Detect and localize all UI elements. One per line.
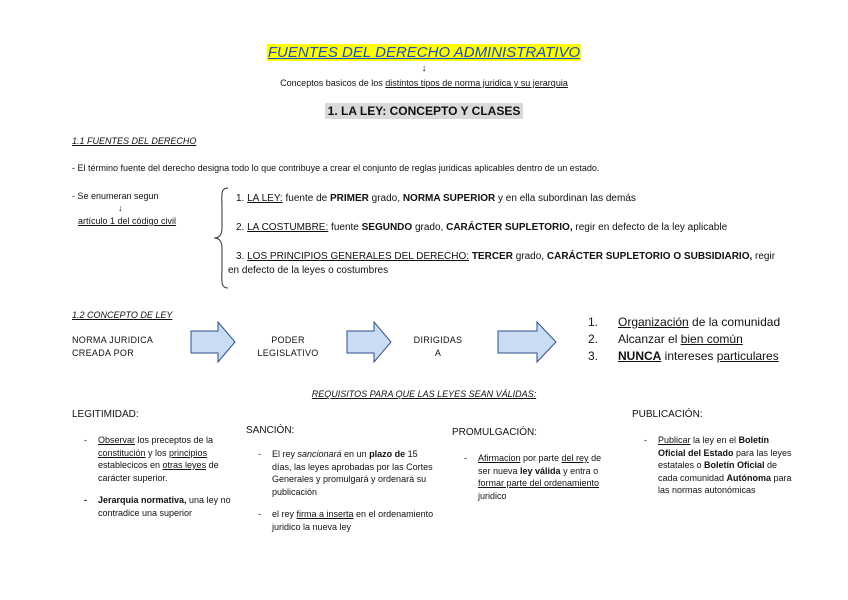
list-item: 3. NUNCA intereses particulares: [588, 349, 779, 363]
list-item: 2. Alcanzar el bien común: [588, 332, 743, 346]
source-item-costumbre: 2. LA COSTUMBRE: fuente SEGUNDO grado, CARÁCTER SUPLETORIO, regir en defecto de la ley aplicable: [236, 222, 728, 233]
list-item: - Observar los preceptos de la constitución y los principios establecicos en otras leyes de carácter superior.: [84, 435, 219, 483]
right-arrow-icon: [346, 321, 392, 363]
subsection-heading-fuentes: 1.1 FUENTES DEL DERECHO: [72, 136, 197, 146]
section-heading: 1. LA LEY: CONCEPTO Y CLASES: [0, 104, 848, 118]
down-arrow-icon: ↓: [118, 203, 123, 213]
definition-text: - El término fuente del derecho designa todo lo que contribuye a crear el conjunto de reglas juridicas aplicables dentro de un estado.: [72, 163, 600, 173]
requisitos-title: REQUISITOS PARA QUE LAS LEYES SEAN VÁLIDAS:: [311, 389, 537, 399]
list-item: - Afirmacion por parte del rey de ser nueva ley válida y entra o formar parte del ordenamiento juridico: [464, 453, 602, 501]
column-heading: SANCIÓN:: [246, 425, 295, 436]
articulo-reference: artículo 1 del código civil: [78, 216, 177, 226]
flow-step-poder: PODER LEGISLATIVO: [257, 335, 319, 358]
list-item: 1. Organización de la comunidad: [588, 315, 781, 329]
right-arrow-icon: [497, 321, 557, 363]
promulgacion-column: [452, 427, 612, 512]
column-heading: PUBLICACIÓN:: [632, 409, 703, 420]
column-heading: PROMULGACIÓN:: [452, 427, 538, 438]
document-title: FUENTES DEL DERECHO ADMINISTRATIVO: [267, 44, 581, 61]
flow-step-norma: NORMA JURIDICA CREADA POR: [72, 335, 154, 358]
subsection-heading-concepto: 1.2 CONCEPTO DE LEY: [72, 310, 173, 320]
enumeran-text: - Se enumeran segun: [72, 191, 159, 201]
source-item-principios: 3. LOS PRINCIPIOS GENERALES DEL DERECHO: TERCER grado, CARÁCTER SUPLETORIO O SUBSIDIARIO, regir en defecto de la leyes o costumbres: [228, 251, 776, 276]
legitimidad-column: [72, 409, 242, 529]
right-arrow-icon: [190, 321, 236, 363]
source-item-ley: 1. LA LEY: fuente de PRIMER grado, NORMA SUPERIOR y en ella subordinan las demás: [236, 193, 636, 204]
sancion-column: [246, 425, 436, 543]
list-item: - El rey sancionará en un plazo de 15 días, las leyes aprobadas por las Cortes Generales y promulgará y ordenará su publicación: [258, 449, 433, 497]
flow-step-dirigidas: DIRIGIDAS A: [413, 335, 463, 358]
list-item: - Publicar la ley en el Boletín Oficial del Estado para las leyes estatales o Boletín Oficial de cada comunidad Autónoma para las normas autonómicas: [644, 435, 792, 495]
down-arrow-icon: ↓: [421, 63, 427, 74]
publicacion-column: [632, 409, 792, 507]
purposes-list: [588, 314, 780, 365]
subtitle: Conceptos basicos de los distintos tipos de norma juridica y su jerarquia: [280, 78, 568, 88]
list-item: - Jerarquia normativa, una ley no contradice una superior: [84, 495, 231, 518]
list-item: - el rey firma a inserta en el ordenamiento juridico la nueva ley: [258, 509, 434, 532]
column-heading: LEGITIMIDAD:: [72, 409, 139, 420]
